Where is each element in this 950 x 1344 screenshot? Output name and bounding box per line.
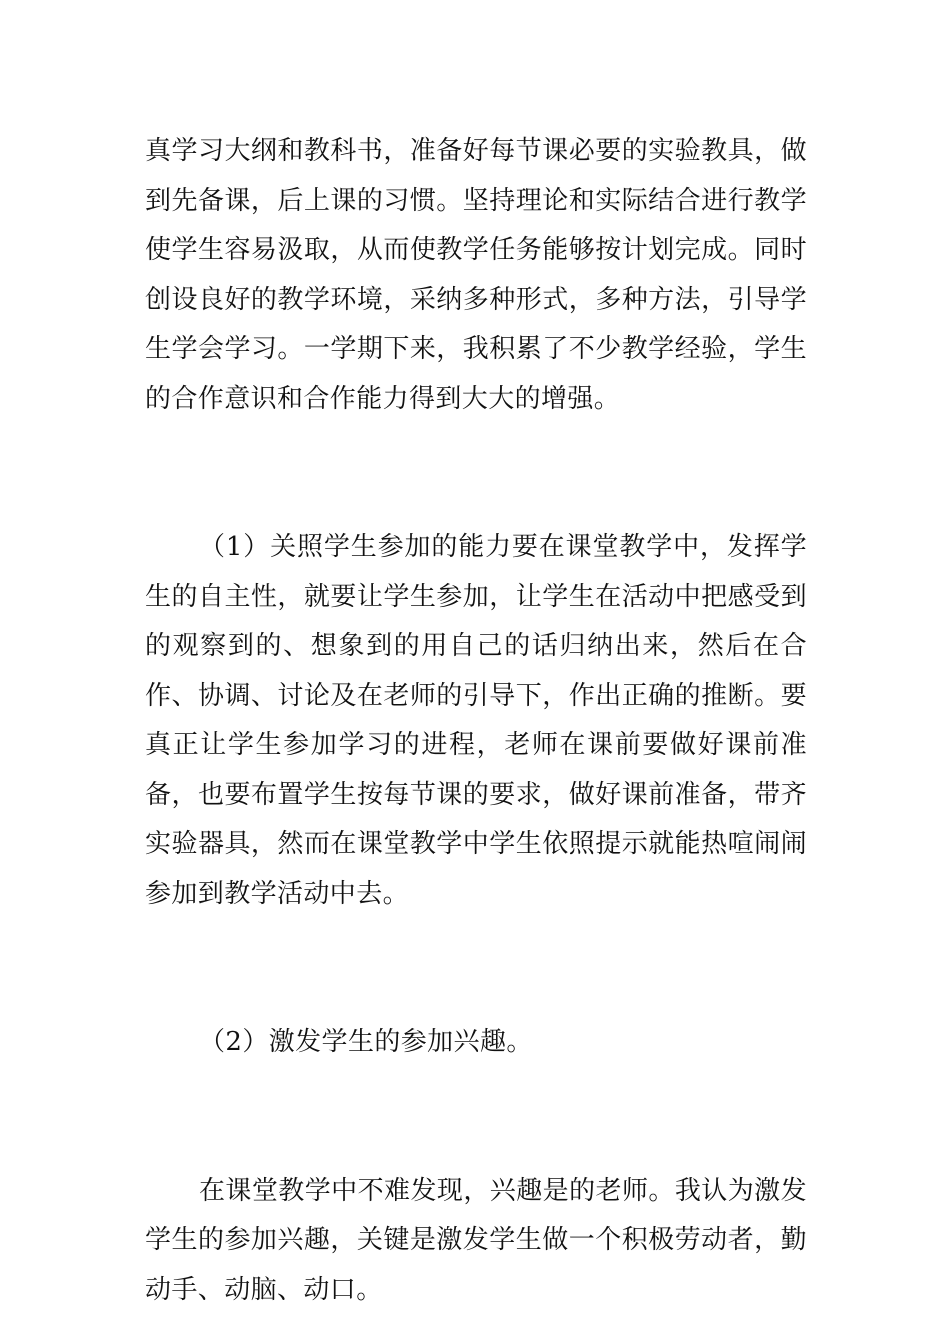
document-page: [145, 127, 807, 1315]
paragraph-item-2: （2）激发学生的参加兴趣。: [199, 1027, 533, 1057]
paragraph-item-1: （1）关照学生参加的能力要在课堂教学中，发挥学生的自主性，就要让学生参加，让学生在活动中把感受到的观察到的、想象到的用自己的话归纳出来，然后在合作、协调、讨论及在老师的引导下，作出正确的推断。要真正让学生参加学习的进程，老师在课前要做好课前准备，也要布置学生按每节课的要求，做好课前准备，带齐实验器具，然而在课堂教学中学生依照提示就能热喧闹闹参加到教学活动中去。: [145, 532, 807, 909]
paragraph-body: 在课堂教学中不难发现，兴趣是的老师。我认为激发学生的参加兴趣，关键是激发学生做一个积极劳动者，勤动手、动脑、动口。: [145, 1175, 807, 1305]
paragraph-continuation: 真学习大纲和教科书，准备好每节课必要的实验教具，做到先备课，后上课的习惯。坚持理论和实际结合进行教学使学生容易汲取，从而使教学任务能够按计划完成。同时创设良好的教学环境，采纳多种形式，多种方法，引导学生学会学习。一学期下来，我积累了不少教学经验，学生的合作意识和合作能力得到大大的增强。: [145, 136, 807, 414]
